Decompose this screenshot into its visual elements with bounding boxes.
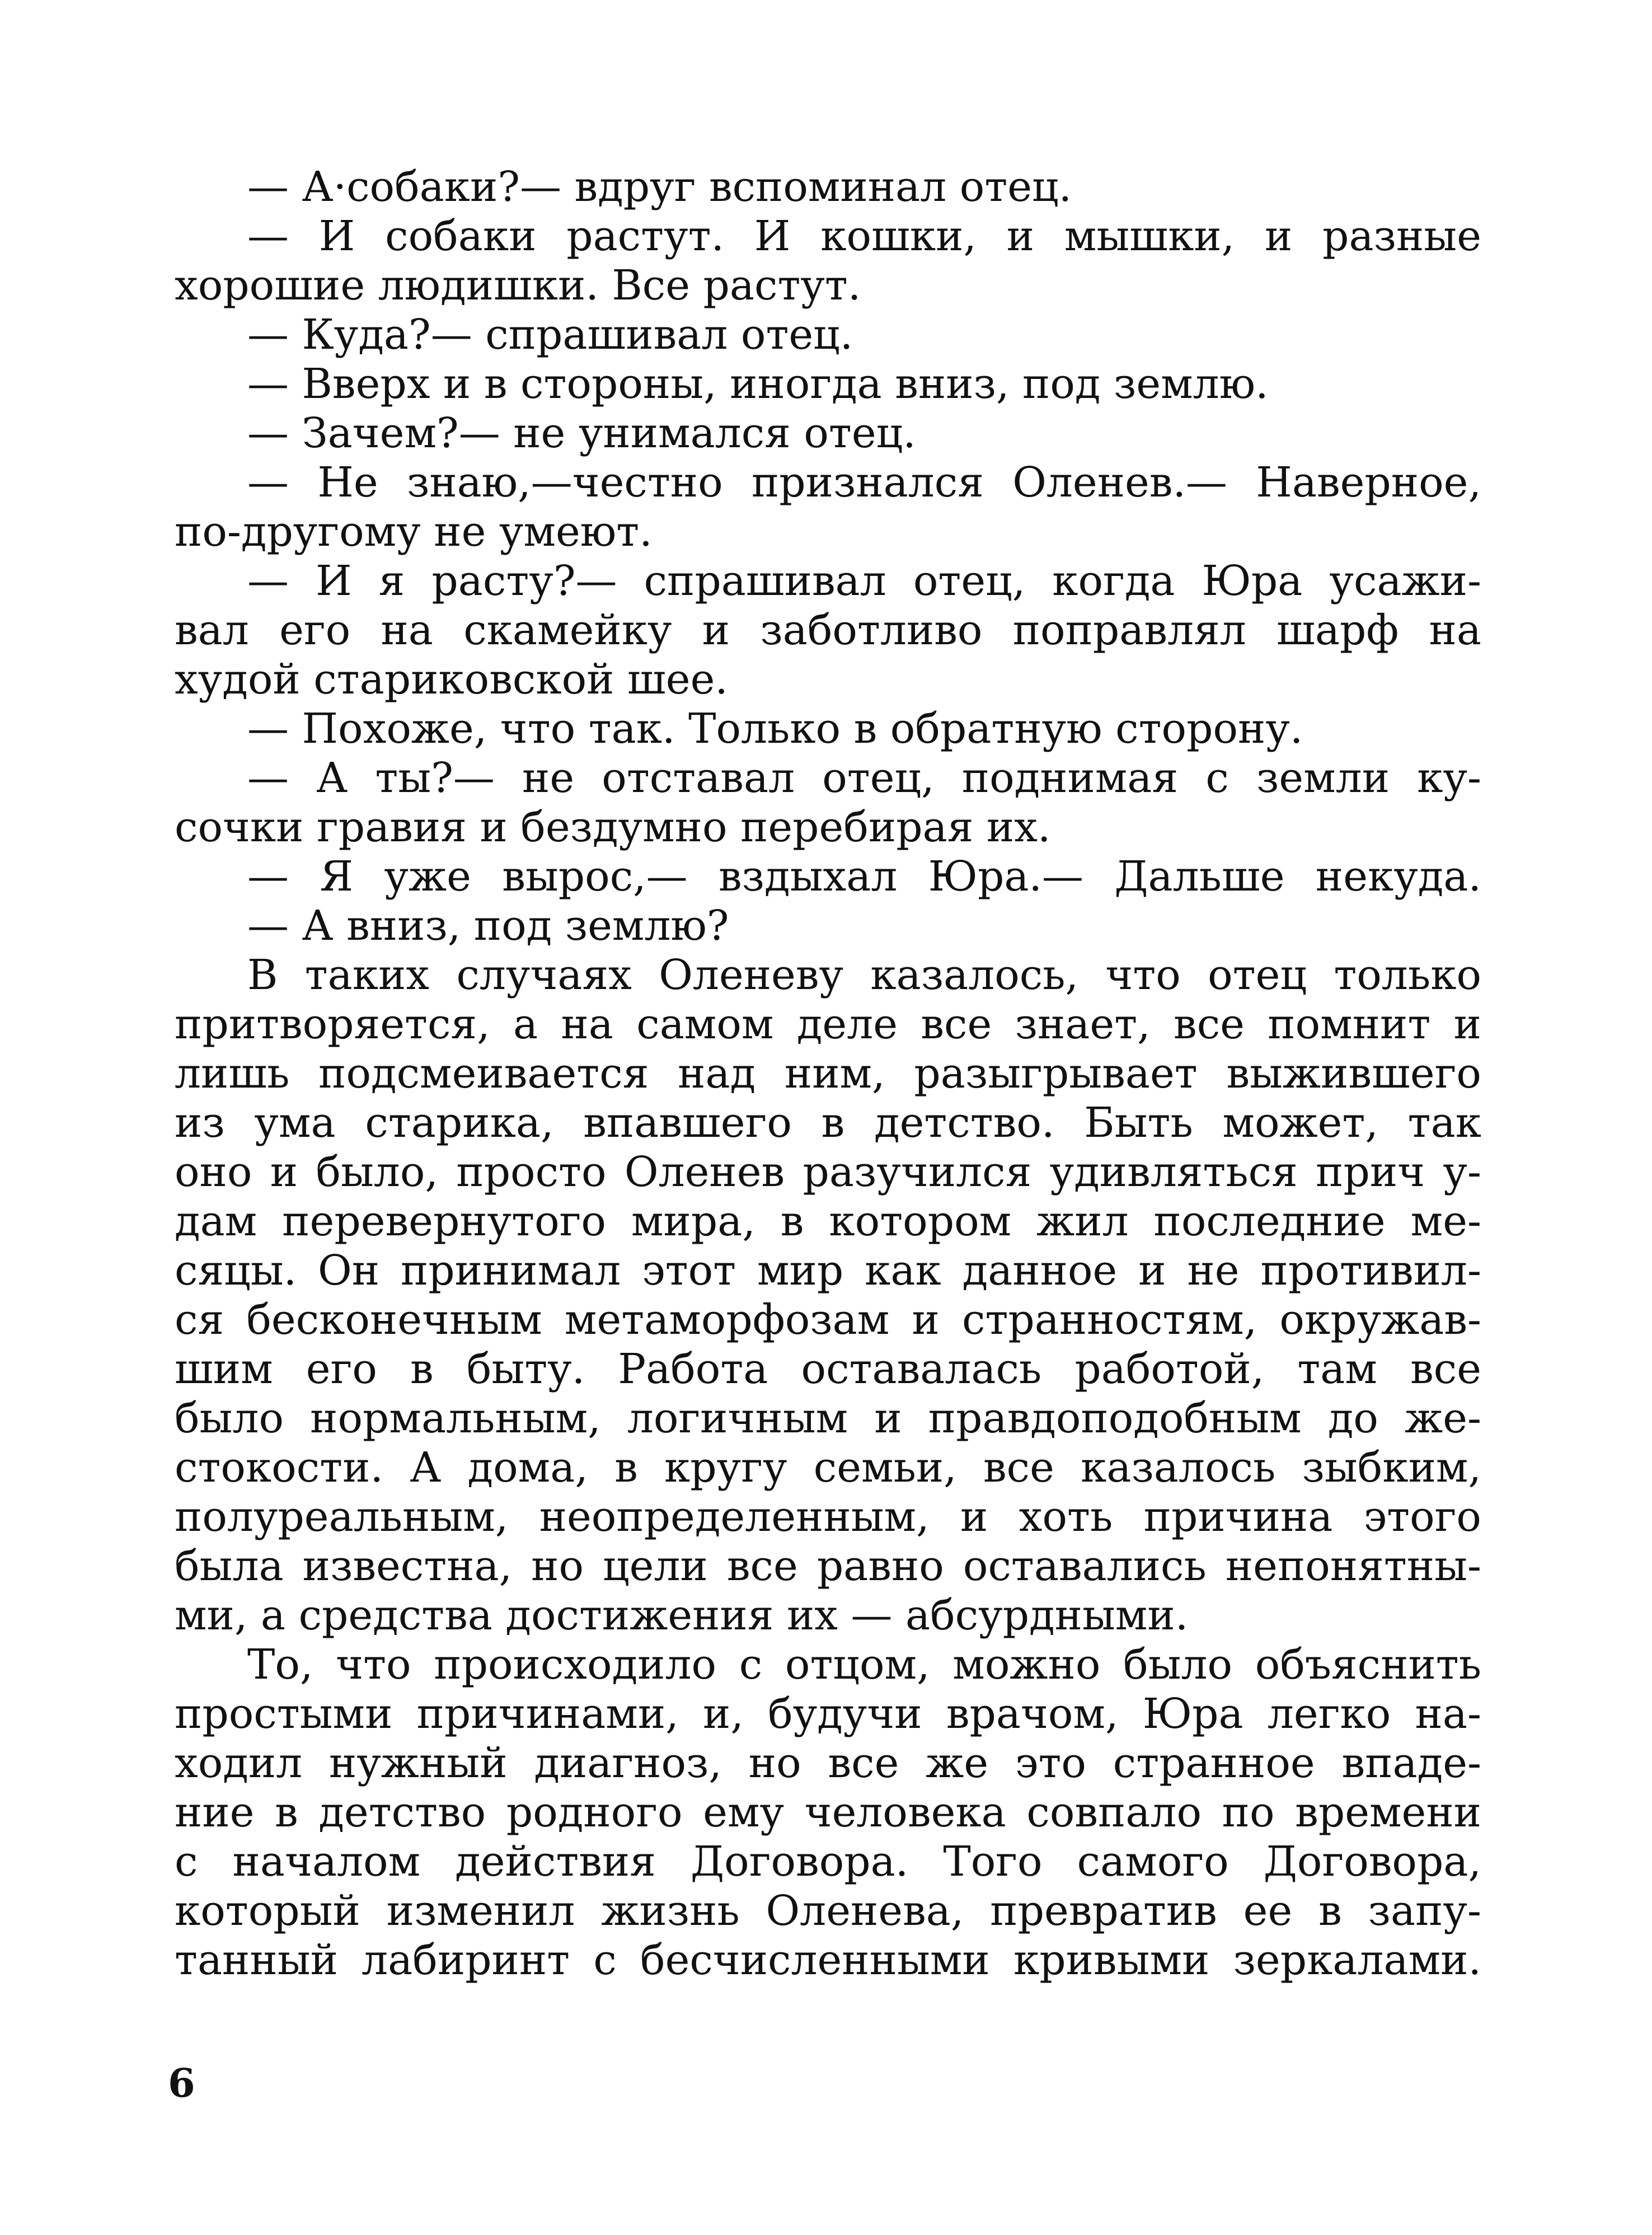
text-line: — И я расту?— спрашивал отец, когда Юра усажи- bbox=[247, 557, 1481, 605]
text-line: лишь подсмеивается над ним, разыгрывает выжившего bbox=[175, 1049, 1481, 1098]
text-line: была известна, но цели все равно оставались непонятны- bbox=[175, 1542, 1481, 1590]
text-line: простыми причинами, и, будучи врачом, Юра легко на- bbox=[175, 1690, 1481, 1738]
text-line: — А ты?— не отставал отец, поднимая с земли ку- bbox=[247, 754, 1481, 802]
text-line: шим его в быту. Работа оставалась работой, там все bbox=[175, 1345, 1481, 1393]
text-line: сочки гравия и бездумно перебирая их. bbox=[175, 803, 1051, 851]
text-line: было нормальным, логичным и правдоподобным до же- bbox=[175, 1394, 1481, 1442]
book-page-body bbox=[175, 162, 1481, 1985]
text-line: ние в детство родного ему человека совпало по времени bbox=[175, 1788, 1481, 1836]
text-line: В таких случаях Оленеву казалось, что отец только bbox=[247, 951, 1481, 999]
text-line: — Куда?— спрашивал отец. bbox=[247, 311, 853, 359]
text-line: — А вниз, под землю? bbox=[247, 902, 729, 950]
text-line: — А·собаки?— вдруг вспоминал отец. bbox=[247, 163, 1072, 211]
text-line: танный лабиринт с бесчисленными кривыми зеркалами. bbox=[175, 1936, 1481, 1984]
text-line: ся бесконечным метаморфозам и странностям, окружав- bbox=[175, 1296, 1481, 1344]
text-line: с началом действия Договора. Того самого Договора, bbox=[175, 1838, 1481, 1886]
page-number: 6 bbox=[168, 2060, 195, 2106]
text-line: — Зачем?— не унимался отец. bbox=[247, 409, 916, 457]
text-line: — Я уже вырос,— вздыхал Юра.— Дальше некуда. bbox=[247, 852, 1481, 901]
text-line: — Вверх и в стороны, иногда вниз, под землю. bbox=[247, 360, 1269, 408]
text-line: оно и было, просто Оленев разучился удивляться прич у- bbox=[175, 1148, 1481, 1196]
text-line: — Похоже, что так. Только в обратную сторону. bbox=[247, 705, 1303, 753]
text-line: То, что происходило с отцом, можно было объяснить bbox=[247, 1641, 1481, 1689]
text-line: из ума старика, впавшего в детство. Быть может, так bbox=[175, 1099, 1481, 1147]
text-line: притворяется, а на самом деле все знает, все помнит и bbox=[175, 1000, 1481, 1048]
text-line: ходил нужный диагноз, но все же это странное впаде- bbox=[175, 1739, 1481, 1787]
text-line: худой стариковской шее. bbox=[175, 655, 728, 704]
text-line: вал его на скамейку и заботливо поправлял шарф на bbox=[175, 606, 1481, 654]
text-line: ми, а средства достижения их — абсурдными. bbox=[175, 1591, 1189, 1639]
text-line: который изменил жизнь Оленева, превратив ее в запу- bbox=[175, 1887, 1481, 1935]
text-line: полуреальным, неопределенным, и хоть причина этого bbox=[175, 1493, 1481, 1541]
text-line: — Не знаю,—честно признался Оленев.— Наверное, bbox=[247, 458, 1481, 507]
text-line: хорошие людишки. Все растут. bbox=[175, 261, 861, 310]
text-line: по-другому не умеют. bbox=[175, 508, 653, 556]
text-line: дам перевернутого мира, в котором жил последние ме- bbox=[175, 1197, 1481, 1245]
text-line: — И собаки растут. И кошки, и мышки, и разные bbox=[247, 212, 1481, 260]
text-line: стокости. А дома, в кругу семьи, все казалось зыбким, bbox=[175, 1444, 1481, 1492]
text-line: сяцы. Он принимал этот мир как данное и не противил- bbox=[175, 1247, 1481, 1295]
